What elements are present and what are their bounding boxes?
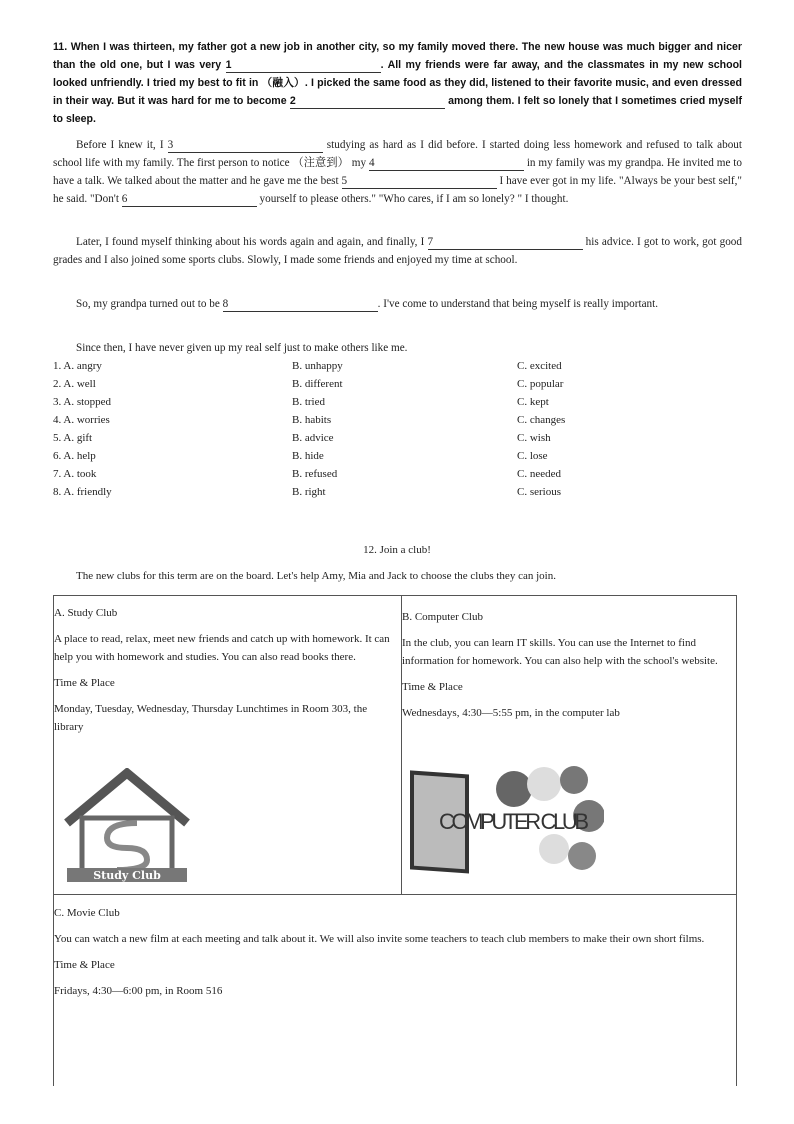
club-desc: In the club, you can learn IT skills. You can use the Internet to find information for homework. You can also help with the school's website. <box>402 637 718 667</box>
text: yourself to please others." "Who cares, if I am so lonely? " I thought. <box>256 193 569 205</box>
option: B. unhappy <box>292 360 343 372</box>
club-time: Fridays, 4:30—6:00 pm, in Room 516 <box>54 985 223 997</box>
blank-2: 2 <box>290 95 445 109</box>
blank-3: 3 <box>168 139 323 153</box>
paragraph-3 <box>53 233 742 269</box>
option: 8. A. friendly <box>53 486 112 498</box>
option: C. serious <box>517 486 561 498</box>
option: B. tried <box>292 396 325 408</box>
clubs-table <box>53 595 737 1086</box>
logo-text: Study Club <box>93 869 161 882</box>
question-12-title: 12. Join a club! <box>363 544 431 556</box>
option: C. popular <box>517 378 564 390</box>
club-desc: You can watch a new film at each meeting and talk about it. We will also invite some teachers to teach club members to make their own short films. <box>54 933 705 945</box>
option: 4. A. worries <box>53 414 110 426</box>
time-place-label: Time & Place <box>402 681 463 693</box>
text: I have ever got in my life. "Always be your best self," he said. "Don't <box>53 175 742 205</box>
blank-5: 5 <box>342 175 497 189</box>
logo-text: COMPUTER CLUB <box>439 809 589 834</box>
paragraph-5: Since then, I have never given up my real self just to make others like me. <box>76 342 408 354</box>
option: 7. A. took <box>53 468 97 480</box>
option: C. wish <box>517 432 551 444</box>
club-desc: A place to read, relax, meet new friends and catch up with homework. It can help you with homework and studies. You can also read books there. <box>54 633 390 663</box>
question-12-intro: The new clubs for this term are on the board. Let's help Amy, Mia and Jack to choose the clubs they can join. <box>76 570 556 582</box>
option: 3. A. stopped <box>53 396 112 408</box>
option: C. kept <box>517 396 549 408</box>
text: among them. I felt so lonely that I sometimes cried myself to sleep. <box>53 95 743 125</box>
study-club-cell <box>54 604 396 744</box>
option: C. changes <box>517 414 566 426</box>
text: studying as hard as I did before. I started doing less homework and refused to talk about school life with my family. The first person to notice （注意到） my <box>53 139 742 169</box>
club-time: Wednesdays, 4:30—5:55 pm, in the computer lab <box>402 707 620 719</box>
text: his advice. I got to work, got good grades and I also joined some sports clubs. Slowly, I made some friends and enjoyed my time at school. <box>53 236 742 266</box>
option: B. advice <box>292 432 334 444</box>
time-place-label: Time & Place <box>54 677 115 689</box>
movie-club-cell <box>54 904 734 1008</box>
option: 1. A. angry <box>53 360 102 372</box>
text: Before I knew it, I <box>76 139 168 151</box>
computer-club-cell <box>402 608 734 730</box>
text: . I've come to understand that being myself is really important. <box>377 298 659 310</box>
text: So, my grandpa turned out to be <box>76 298 223 310</box>
paragraph-1 <box>53 38 742 128</box>
club-name: B. Computer Club <box>402 611 483 623</box>
time-place-label: Time & Place <box>54 959 115 971</box>
option: B. habits <box>292 414 332 426</box>
club-time: Monday, Tuesday, Wednesday, Thursday Lunchtimes in Room 303, the library <box>54 703 368 733</box>
option: 2. A. well <box>53 378 96 390</box>
option: B. right <box>292 486 326 498</box>
option: B. refused <box>292 468 338 480</box>
option: 6. A. help <box>53 450 96 462</box>
blank-4: 4 <box>369 157 524 171</box>
option: 5. A. gift <box>53 432 93 444</box>
text: Later, I found myself thinking about his words again and again, and finally, I <box>76 236 428 248</box>
option: B. hide <box>292 450 324 462</box>
option: C. lose <box>517 450 548 462</box>
blank-7: 7 <box>428 236 583 250</box>
text: 11. When I was thirteen, my father got a new job in another city, so my family moved there. The new house was much bigger and nicer than the old one, but I was very <box>53 41 742 71</box>
blank-6: 6 <box>122 193 257 207</box>
club-name: A. Study Club <box>54 607 118 619</box>
paragraph-4 <box>53 295 742 313</box>
option: C. excited <box>517 360 562 372</box>
computer-club-logo <box>404 764 604 879</box>
text: . All my friends were far away, and the classmates in my new school looked unfriendly. I tried my best to fit in （融入）. I picked the same food as they did, listened to their favorite music, and even dressed in their way. But it was hard for me to become <box>53 59 742 107</box>
blank-8: 8 <box>223 298 378 312</box>
option: B. different <box>292 378 343 390</box>
paragraph-2 <box>53 136 742 208</box>
study-club-logo <box>62 768 192 883</box>
club-name: C. Movie Club <box>54 907 120 919</box>
blank-1: 1 <box>226 59 381 73</box>
option: C. needed <box>517 468 561 480</box>
text: in my family was my grandpa. He invited me to have a talk. We talked about the matter and he gave me the best <box>53 157 742 187</box>
